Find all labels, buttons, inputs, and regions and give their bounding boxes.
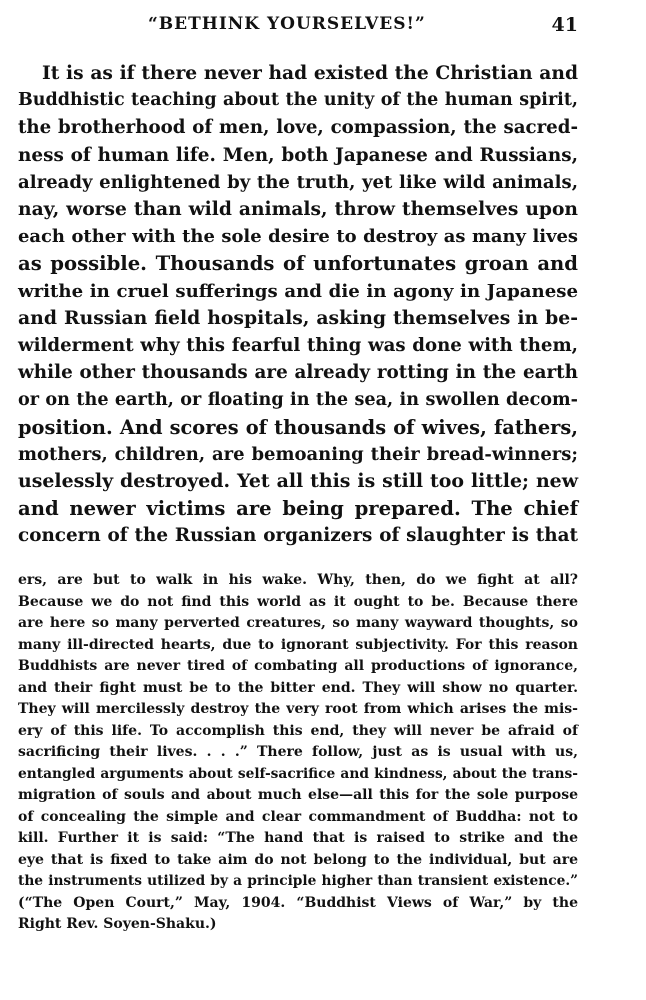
footnote-line: Right Rev. Soyen-Shaku.) (18, 916, 217, 932)
running-head: “BETHINK YOURSELVES!” (148, 14, 426, 34)
footnote-line: Buddhists are never tired of combating all productions of ignorance, (18, 658, 578, 674)
footnote-line: Because we do not find this world as it ought to be. Because there (18, 593, 578, 610)
footnote-line: of concealing the simple and clear commandment of Buddha: not to (18, 808, 578, 825)
text-line: Buddhistic teaching about the unity of the human spirit, (18, 90, 578, 111)
footnote-line: the instruments utilized by a principle higher than transient existence.” (18, 873, 578, 889)
footnote-line: many ill-directed hearts, due to ignorant subjectivity. For this reason (18, 636, 578, 653)
text-line: position. And scores of thousands of wives, fathers, (18, 415, 578, 439)
footnote-line: entangled arguments about self-sacrifice and kindness, about the trans- (18, 765, 578, 782)
footnote-line: migration of souls and about much else—all this for the sole purpose (18, 787, 578, 803)
footnote-line: ers, are but to walk in his wake. Why, then, do we fight at all? (18, 572, 578, 588)
text-line: It is as if there never had existed the Christian and (42, 62, 578, 84)
footnote-line: (“The Open Court,” May, 1904. “Buddhist Views of War,” by the (18, 894, 578, 911)
text-line: mothers, children, are bemoaning their bread-winners; (18, 443, 578, 465)
footnote-line: They will mercilessly destroy the very root from which arises the mis- (18, 701, 578, 717)
text-line: as possible. Thousands of unfortunates groan and (18, 252, 578, 276)
text-line: and Russian field hospitals, asking themselves in be- (18, 306, 578, 329)
footnote-line: are here so many perverted creatures, so many wayward thoughts, so (18, 615, 578, 631)
text-line: uselessly destroyed. Yet all this is still too little; new (18, 470, 578, 493)
text-line: and newer victims are being prepared. The chief (18, 497, 578, 521)
main-text (18, 60, 578, 550)
text-line: or on the earth, or floating in the sea, in swollen decom- (18, 389, 578, 411)
text-line: nay, worse than wild animals, throw themselves upon (18, 198, 578, 221)
page-number: 41 (551, 14, 578, 36)
text-line: writhe in cruel sufferings and die in agony in Japanese (18, 280, 578, 302)
text-line: the brotherhood of men, love, compassion, the sacred- (18, 117, 578, 139)
text-line: ness of human life. Men, both Japanese and Russians, (18, 144, 578, 166)
footnote-line: kill. Further it is said: “The hand that is raised to strike and the (18, 830, 578, 846)
text-line: each other with the sole desire to destroy as many lives (18, 226, 578, 248)
footnote-line: sacrificing their lives. . . .” There follow, just as is usual with us, (18, 744, 578, 760)
text-line: wilderment why this fearful thing was done with them, (18, 335, 578, 357)
page-header (18, 8, 578, 48)
text-line: while other thousands are already rotting in the earth (18, 362, 578, 384)
footnote-line: and their fight must be to the bitter end. They will show no quarter. (18, 679, 578, 696)
text-line: concern of the Russian organizers of slaughter is that (18, 525, 578, 547)
footnote (18, 570, 578, 936)
text-line: already enlightened by the truth, yet like wild animals, (18, 171, 578, 193)
footnote-line: ery of this life. To accomplish this end, they will never be afraid of (18, 722, 578, 739)
footnote-line: eye that is fixed to take aim do not belong to the individual, but are (18, 851, 578, 868)
